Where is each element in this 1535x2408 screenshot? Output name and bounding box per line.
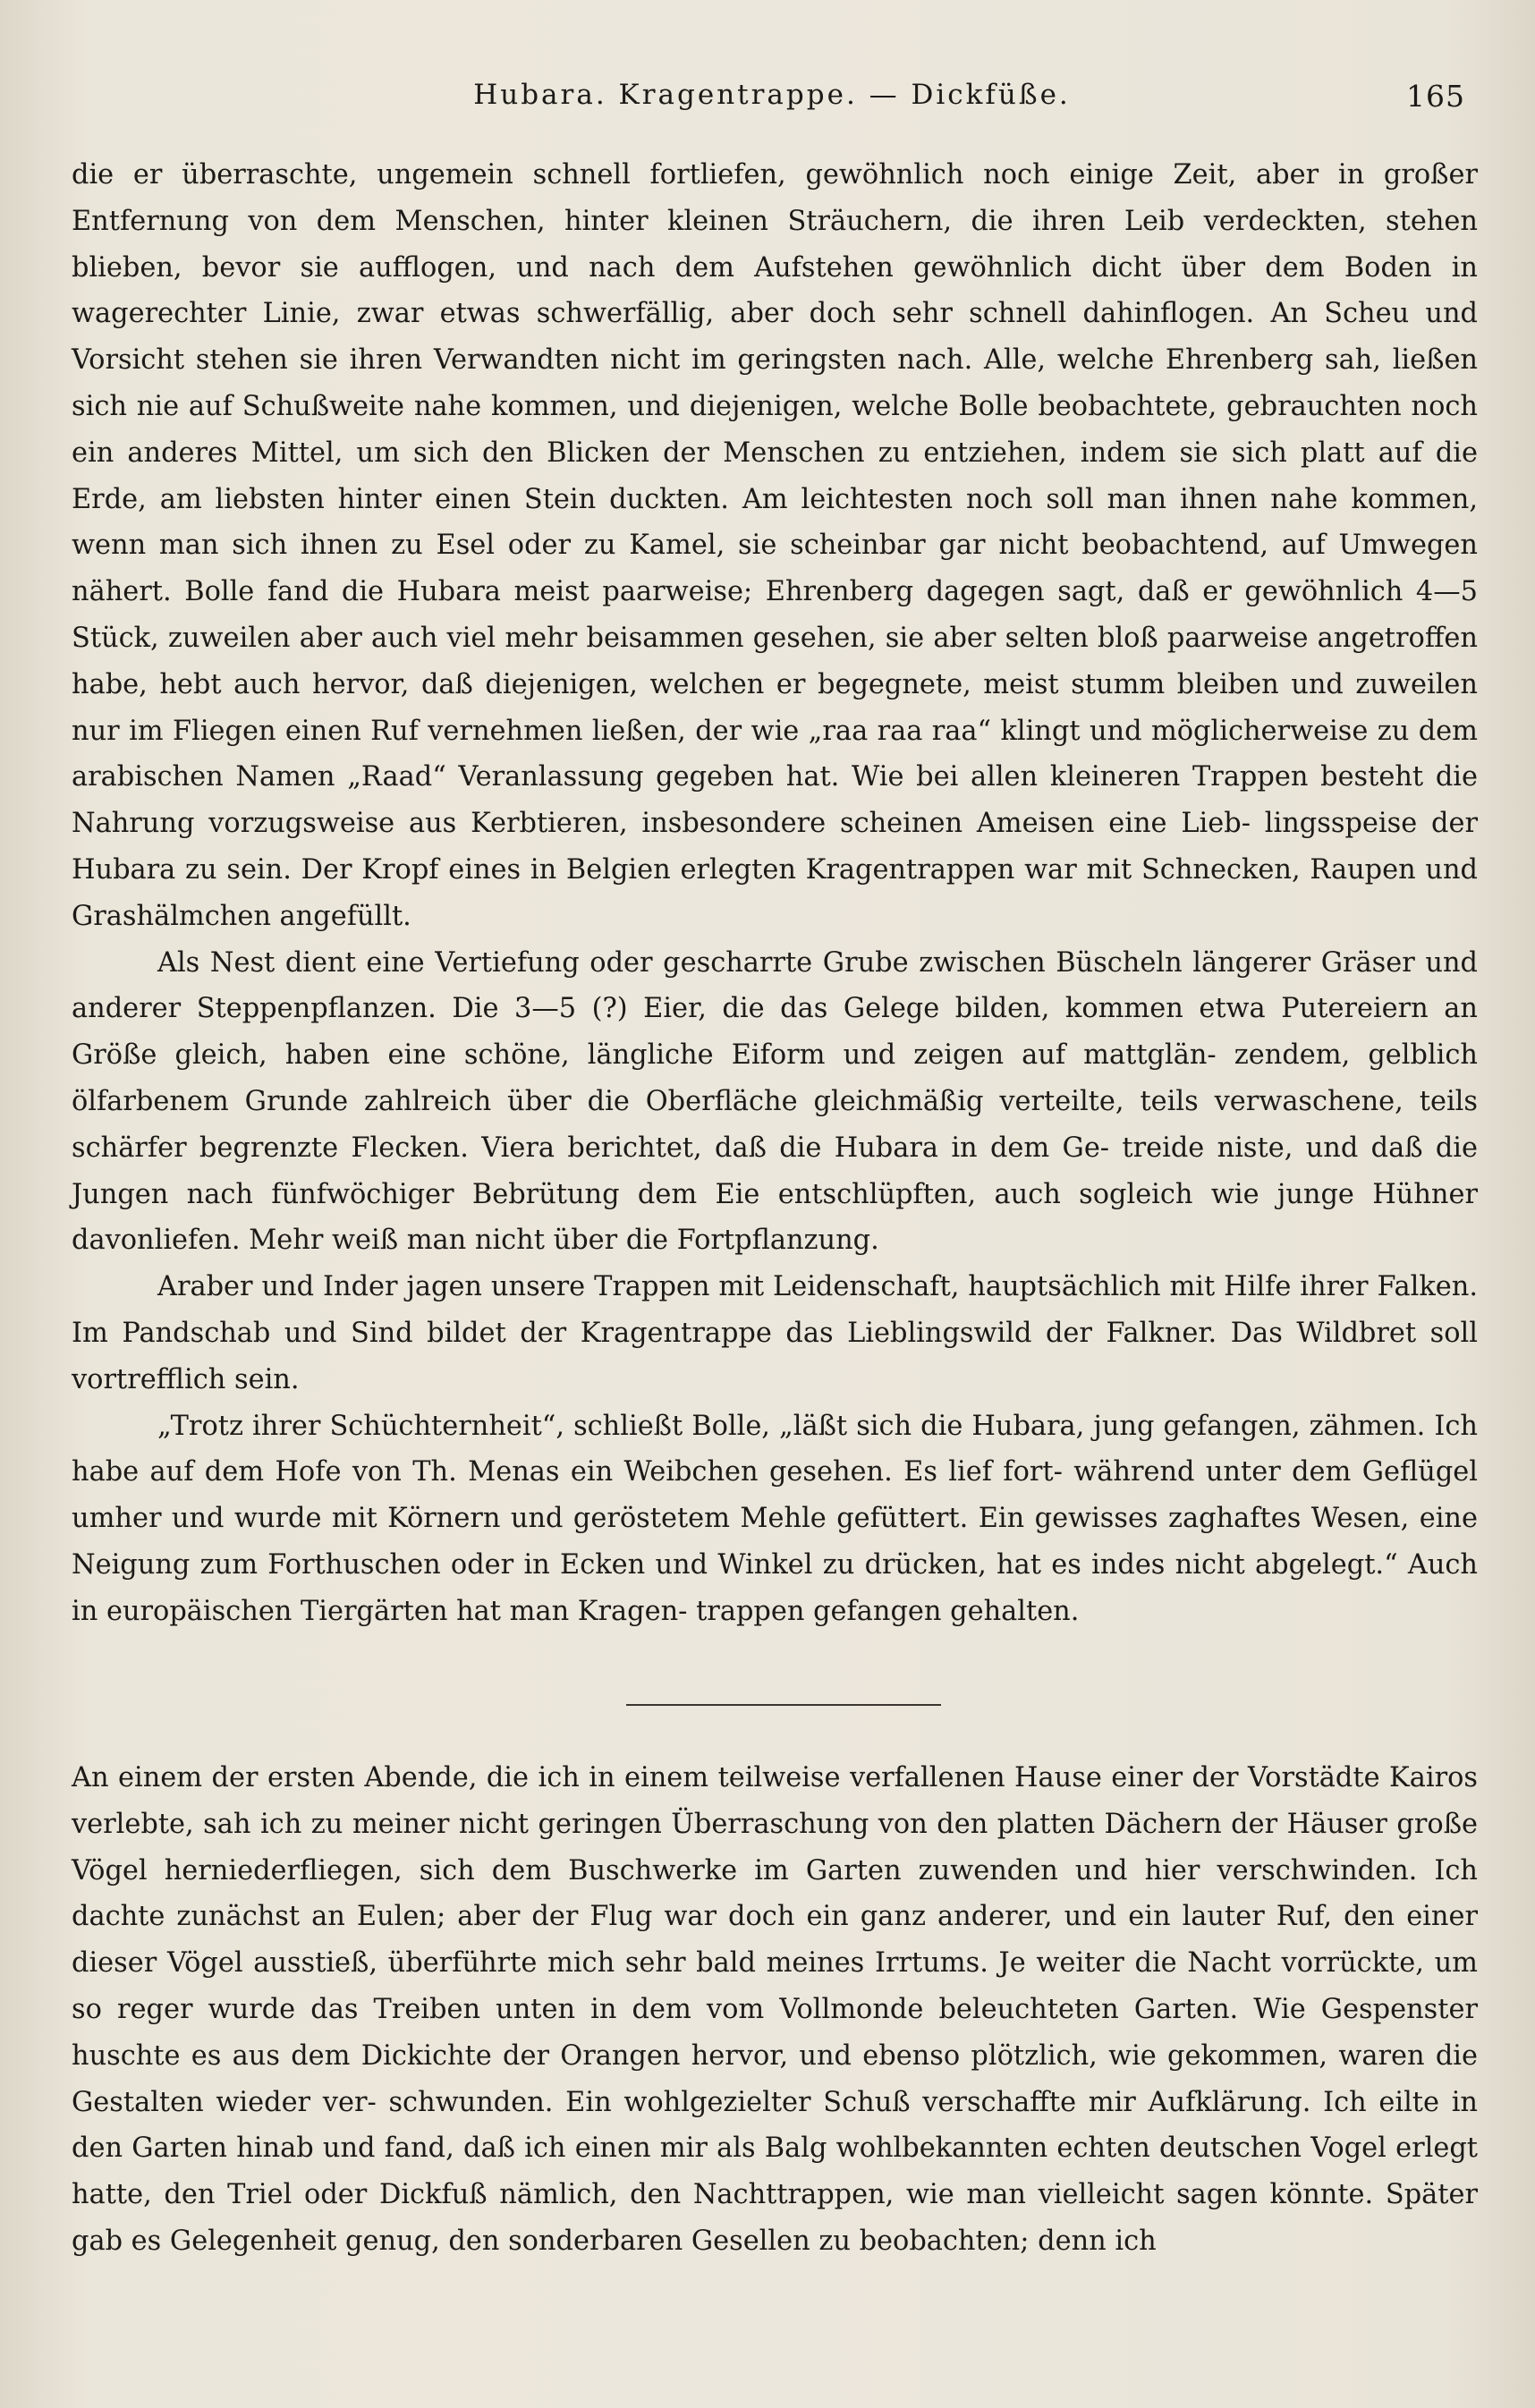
section-separator: [626, 1704, 941, 1706]
text-block-top: [72, 152, 1478, 1635]
paragraph: die er überraschte, ungemein schnell fortliefen, gewöhnlich noch einige Zeit, aber in großer Entfernung von dem Menschen, hinter kleinen Sträuchern, die ihren Leib verdeckten, stehen blieben, bevor sie aufflogen, und nach dem Aufstehen gewöhnlich dicht über dem Boden in wagerechter Linie, zwar etwas schwerfällig, aber doch sehr schnell dahinflogen. An Scheu und Vorsicht stehen sie ihren Verwandten nicht im geringsten nach. Alle, welche Ehrenberg sah, ließen sich nie auf Schußweite nahe kommen, und diejenigen, welche Bolle beobachtete, gebrauchten noch ein anderes Mittel, um sich den Blicken der Menschen zu entziehen, indem sie sich platt auf die Erde, am liebsten hinter einen Stein duckten. Am leichtesten noch soll man ihnen nahe kommen, wenn man sich ihnen zu Esel oder zu Kamel, sie scheinbar gar nicht beobachtend, auf Umwegen nähert. Bolle fand die Hubara meist paarweise; Ehrenberg dagegen sagt, daß er gewöhnlich 4—5 Stück, zuweilen aber auch viel mehr beisammen gesehen, sie aber selten bloß paarweise angetroffen habe, hebt auch hervor, daß diejenigen, welchen er begegnete, meist stumm bleiben und zuweilen nur im Fliegen einen Ruf vernehmen ließen, der wie „raa raa raa“ klingt und möglicherweise zu dem arabischen Namen „Raad“ Veranlassung gegeben hat. Wie bei allen kleineren Trappen besteht die Nahrung vorzugsweise aus Kerbtieren, insbesondere scheinen Ameisen eine Lieb- lingsspeise der Hubara zu sein. Der Kropf eines in Belgien erlegten Kragentrappen war mit Schnecken, Raupen und Grashälmchen angefüllt.: [72, 159, 1478, 932]
paragraph: Araber und Inder jagen unsere Trappen mit Leidenschaft, hauptsächlich mit Hilfe ihrer Falken. Im Pandschab und Sind bildet der Kragentrappe das Lieblingswild der Falkner. Das Wildbret soll vortrefflich sein.: [72, 1271, 1478, 1395]
paragraph: Als Nest dient eine Vertiefung oder gescharrte Grube zwischen Büscheln längerer Gräser und anderer Steppenpflanzen. Die 3—5 (?) Eier, die das Gelege bilden, kommen etwa Putereiern an Größe gleich, haben eine schöne, längliche Eiform und zeigen auf mattglän- zendem, gelblich ölfarbenem Grunde zahlreich über die Oberfläche gleichmäßig verteilte, teils verwaschene, teils schärfer begrenzte Flecken. Viera berichtet, daß die Hubara in dem Ge- treide niste, und daß die Jungen nach fünfwöchiger Bebrütung dem Eie entschlüpften, auch sogleich wie junge Hühner davonliefen. Mehr weiß man nicht über die Fortpflanzung.: [72, 946, 1478, 1257]
paragraph: An einem der ersten Abende, die ich in einem teilweise verfallenen Hause einer der Vorstädte Kairos verlebte, sah ich zu meiner nicht geringen Überraschung von den platten Dächern der Häuser große Vögel herniederfliegen, sich dem Buschwerke im Garten zuwenden und hier verschwinden. Ich dachte zunächst an Eulen; aber der Flug war doch ein ganz anderer, und ein lauter Ruf, den einer dieser Vögel ausstieß, überführte mich sehr bald meines Irrtums. Je weiter die Nacht vorrückte, um so reger wurde das Treiben unten in dem vom Vollmonde beleuchteten Garten. Wie Gespenster huschte es aus dem Dickichte der Orangen hervor, und ebenso plötzlich, wie gekommen, waren die Gestalten wieder ver- schwunden. Ein wohlgezielter Schuß verschaffte mir Aufklärung. Ich eilte in den Garten hinab und fand, daß ich einen mir als Balg wohlbekannten echten deutschen Vogel erlegt hatte, den Triel oder Dickfuß nämlich, den Nachttrappen, wie man vielleicht sagen könnte. Später gab es Gelegenheit genug, den sonderbaren Gesellen zu beobachten; denn ich: [72, 1762, 1478, 2257]
page-header: [72, 79, 1472, 123]
running-head: Hubara. Kragentrappe. — Dickfüße.: [473, 79, 1071, 111]
page-number: 165: [1406, 79, 1465, 114]
text-block-bottom: [72, 1755, 1478, 2265]
paragraph: „Trotz ihrer Schüchternheit“, schließt Bolle, „läßt sich die Hubara, jung gefangen, zähmen. Ich habe auf dem Hofe von Th. Menas ein Weibchen gesehen. Es lief fort- während unter dem Geflügel umher und wurde mit Körnern und geröstetem Mehle gefüttert. Ein gewisses zaghaftes Wesen, eine Neigung zum Forthuschen oder in Ecken und Winkel zu drücken, hat es indes nicht abgelegt.“ Auch in europäischen Tiergärten hat man Kragen- trappen gefangen gehalten.: [72, 1410, 1478, 1627]
